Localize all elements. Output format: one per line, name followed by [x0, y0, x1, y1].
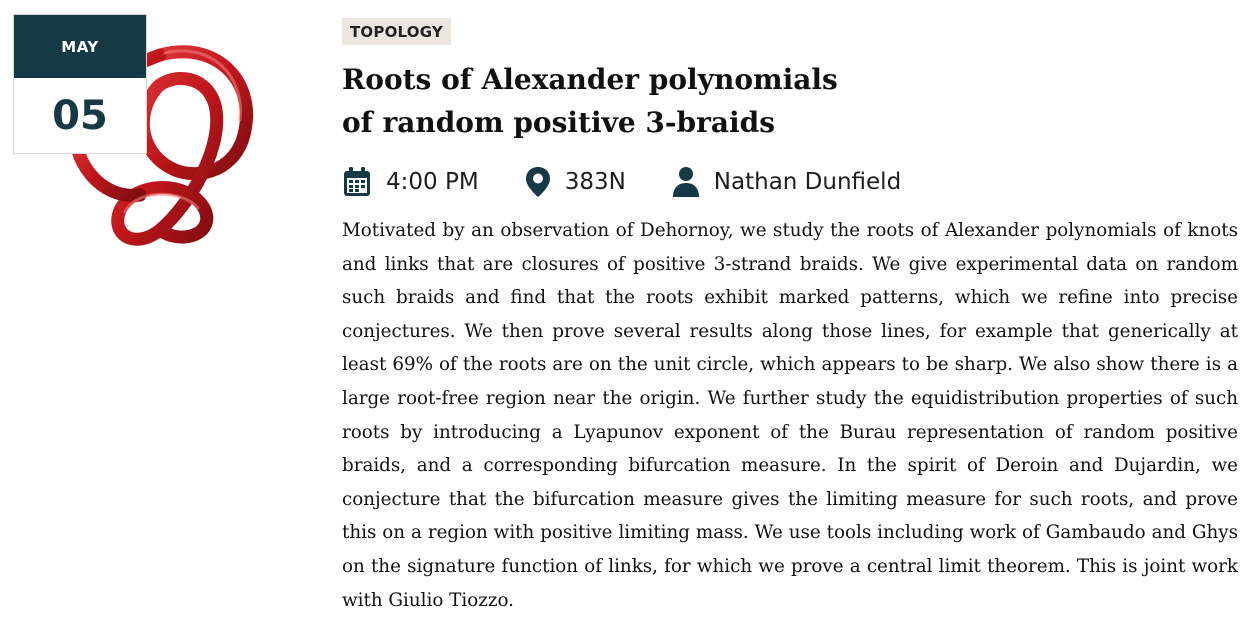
event-title[interactable]	[342, 58, 1238, 144]
event-details	[342, 18, 1238, 635]
event-time	[342, 166, 479, 198]
category-tag[interactable]: TOPOLOGY	[342, 18, 451, 45]
event-speaker	[672, 166, 901, 198]
event-title-line-2: of random positive 3-braids	[342, 106, 775, 139]
event-location-text: 383N	[564, 169, 626, 195]
event-location	[525, 166, 626, 198]
event-meta	[342, 162, 1238, 202]
calendar-icon	[342, 166, 372, 198]
event-speaker-text: Nathan Dunfield	[713, 169, 902, 195]
event-abstract: Motivated by an observation of Dehornoy, we study the roots of Alexander polynomials of knots and links that are closures of positive 3-strand braids. We give experimental data on random such braids and find that the roots exhibit marked patterns, which we refine into precise conjectures. We then prove several results along those lines, for example that generically at least 69% of the roots are on the unit circle, which appears to be sharp. We also show there is a large root-free region near the origin. We further study the equidistribution properties of such roots by introducing a Lyapunov exponent of the Burau representation of random positive braids, and a corresponding bifurcation measure. In the spirit of Deroin and Dujardin, we conjecture that the bifurcation measure gives the limiting measure for such roots, and prove this on a region with positive limiting mass. We use tools including work of Gambaudo and Ghys on the signature function of links, for which we prove a central limit theorem. This is joint work with Giulio Tiozzo.	[342, 220, 1238, 611]
event-date-card	[13, 14, 147, 154]
map-pin-icon	[525, 166, 551, 198]
event-month: MAY	[14, 15, 146, 78]
event-day: 05	[52, 92, 108, 139]
event-title-line-1: Roots of Alexander polynomials	[342, 63, 838, 96]
event-time-text: 4:00 PM	[386, 169, 479, 195]
person-icon	[672, 166, 700, 198]
